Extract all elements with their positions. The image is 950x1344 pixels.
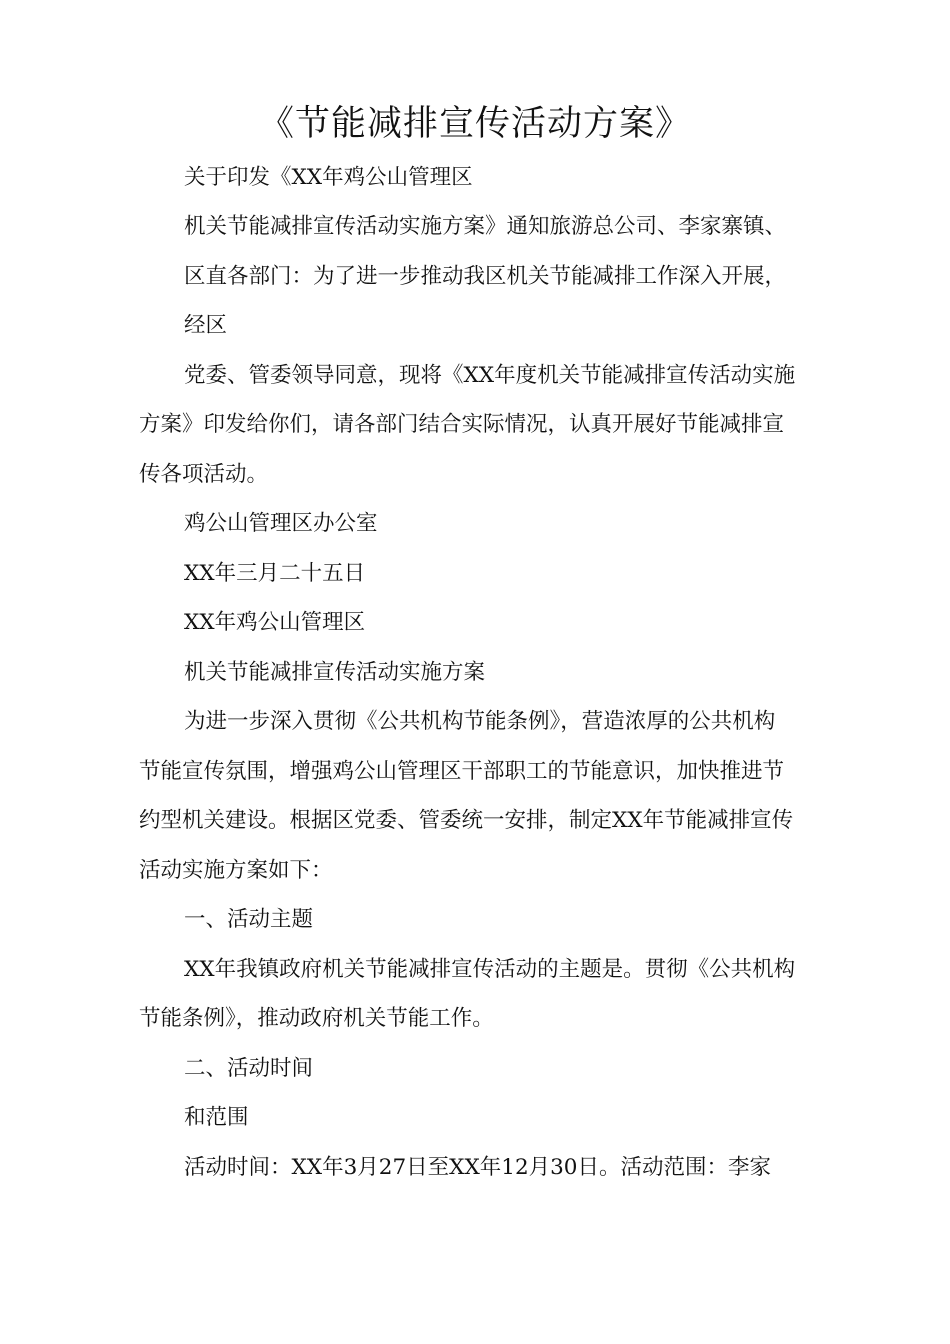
body-line: 机关节能减排宣传活动实施方案 <box>184 660 486 685</box>
body-line: 节能条例》，推动政府机关节能工作。 <box>139 1006 494 1031</box>
body-line: 节能宣传氛围，增强鸡公山管理区干部职工的节能意识，加快推进节 <box>139 759 785 784</box>
body-line: XX年鸡公山管理区 <box>184 610 366 635</box>
body-line: 活动时间：XX年3月27日至XX年12月30日。活动范围：李家 <box>184 1155 771 1180</box>
body-line: 经区 <box>184 313 228 338</box>
body-line: 机关节能减排宣传活动实施方案》通知旅游总公司、李家寨镇、 <box>184 214 787 239</box>
body-line: 传各项活动。 <box>139 462 269 487</box>
body-line: 方案》印发给你们，请各部门结合实际情况，认真开展好节能减排宣 <box>139 412 785 437</box>
body-line: 二、活动时间 <box>184 1056 314 1081</box>
body-line: 为进一步深入贯彻《公共机构节能条例》，营造浓厚的公共机构 <box>184 709 776 734</box>
body-line: 和范围 <box>184 1105 249 1130</box>
body-line: XX年我镇政府机关节能减排宣传活动的主题是。贯彻《公共机构 <box>184 957 796 982</box>
body-line: 鸡公山管理区办公室 <box>184 511 378 536</box>
body-line: 一、活动主题 <box>184 907 314 932</box>
body-line: 区直各部门：为了进一步推动我区机关节能减排工作深入开展， <box>184 264 787 289</box>
body-line: 约型机关建设。根据区党委、管委统一安排，制定XX年节能减排宣传 <box>139 808 794 833</box>
document-title: 《节能减排宣传活动方案》 <box>258 104 691 144</box>
body-line: 党委、管委领导同意，现将《XX年度机关节能减排宣传活动实施 <box>184 363 796 388</box>
body-line: XX年三月二十五日 <box>184 561 366 586</box>
body-line: 活动实施方案如下： <box>139 858 333 883</box>
body-line: 关于印发《XX年鸡公山管理区 <box>184 165 473 190</box>
